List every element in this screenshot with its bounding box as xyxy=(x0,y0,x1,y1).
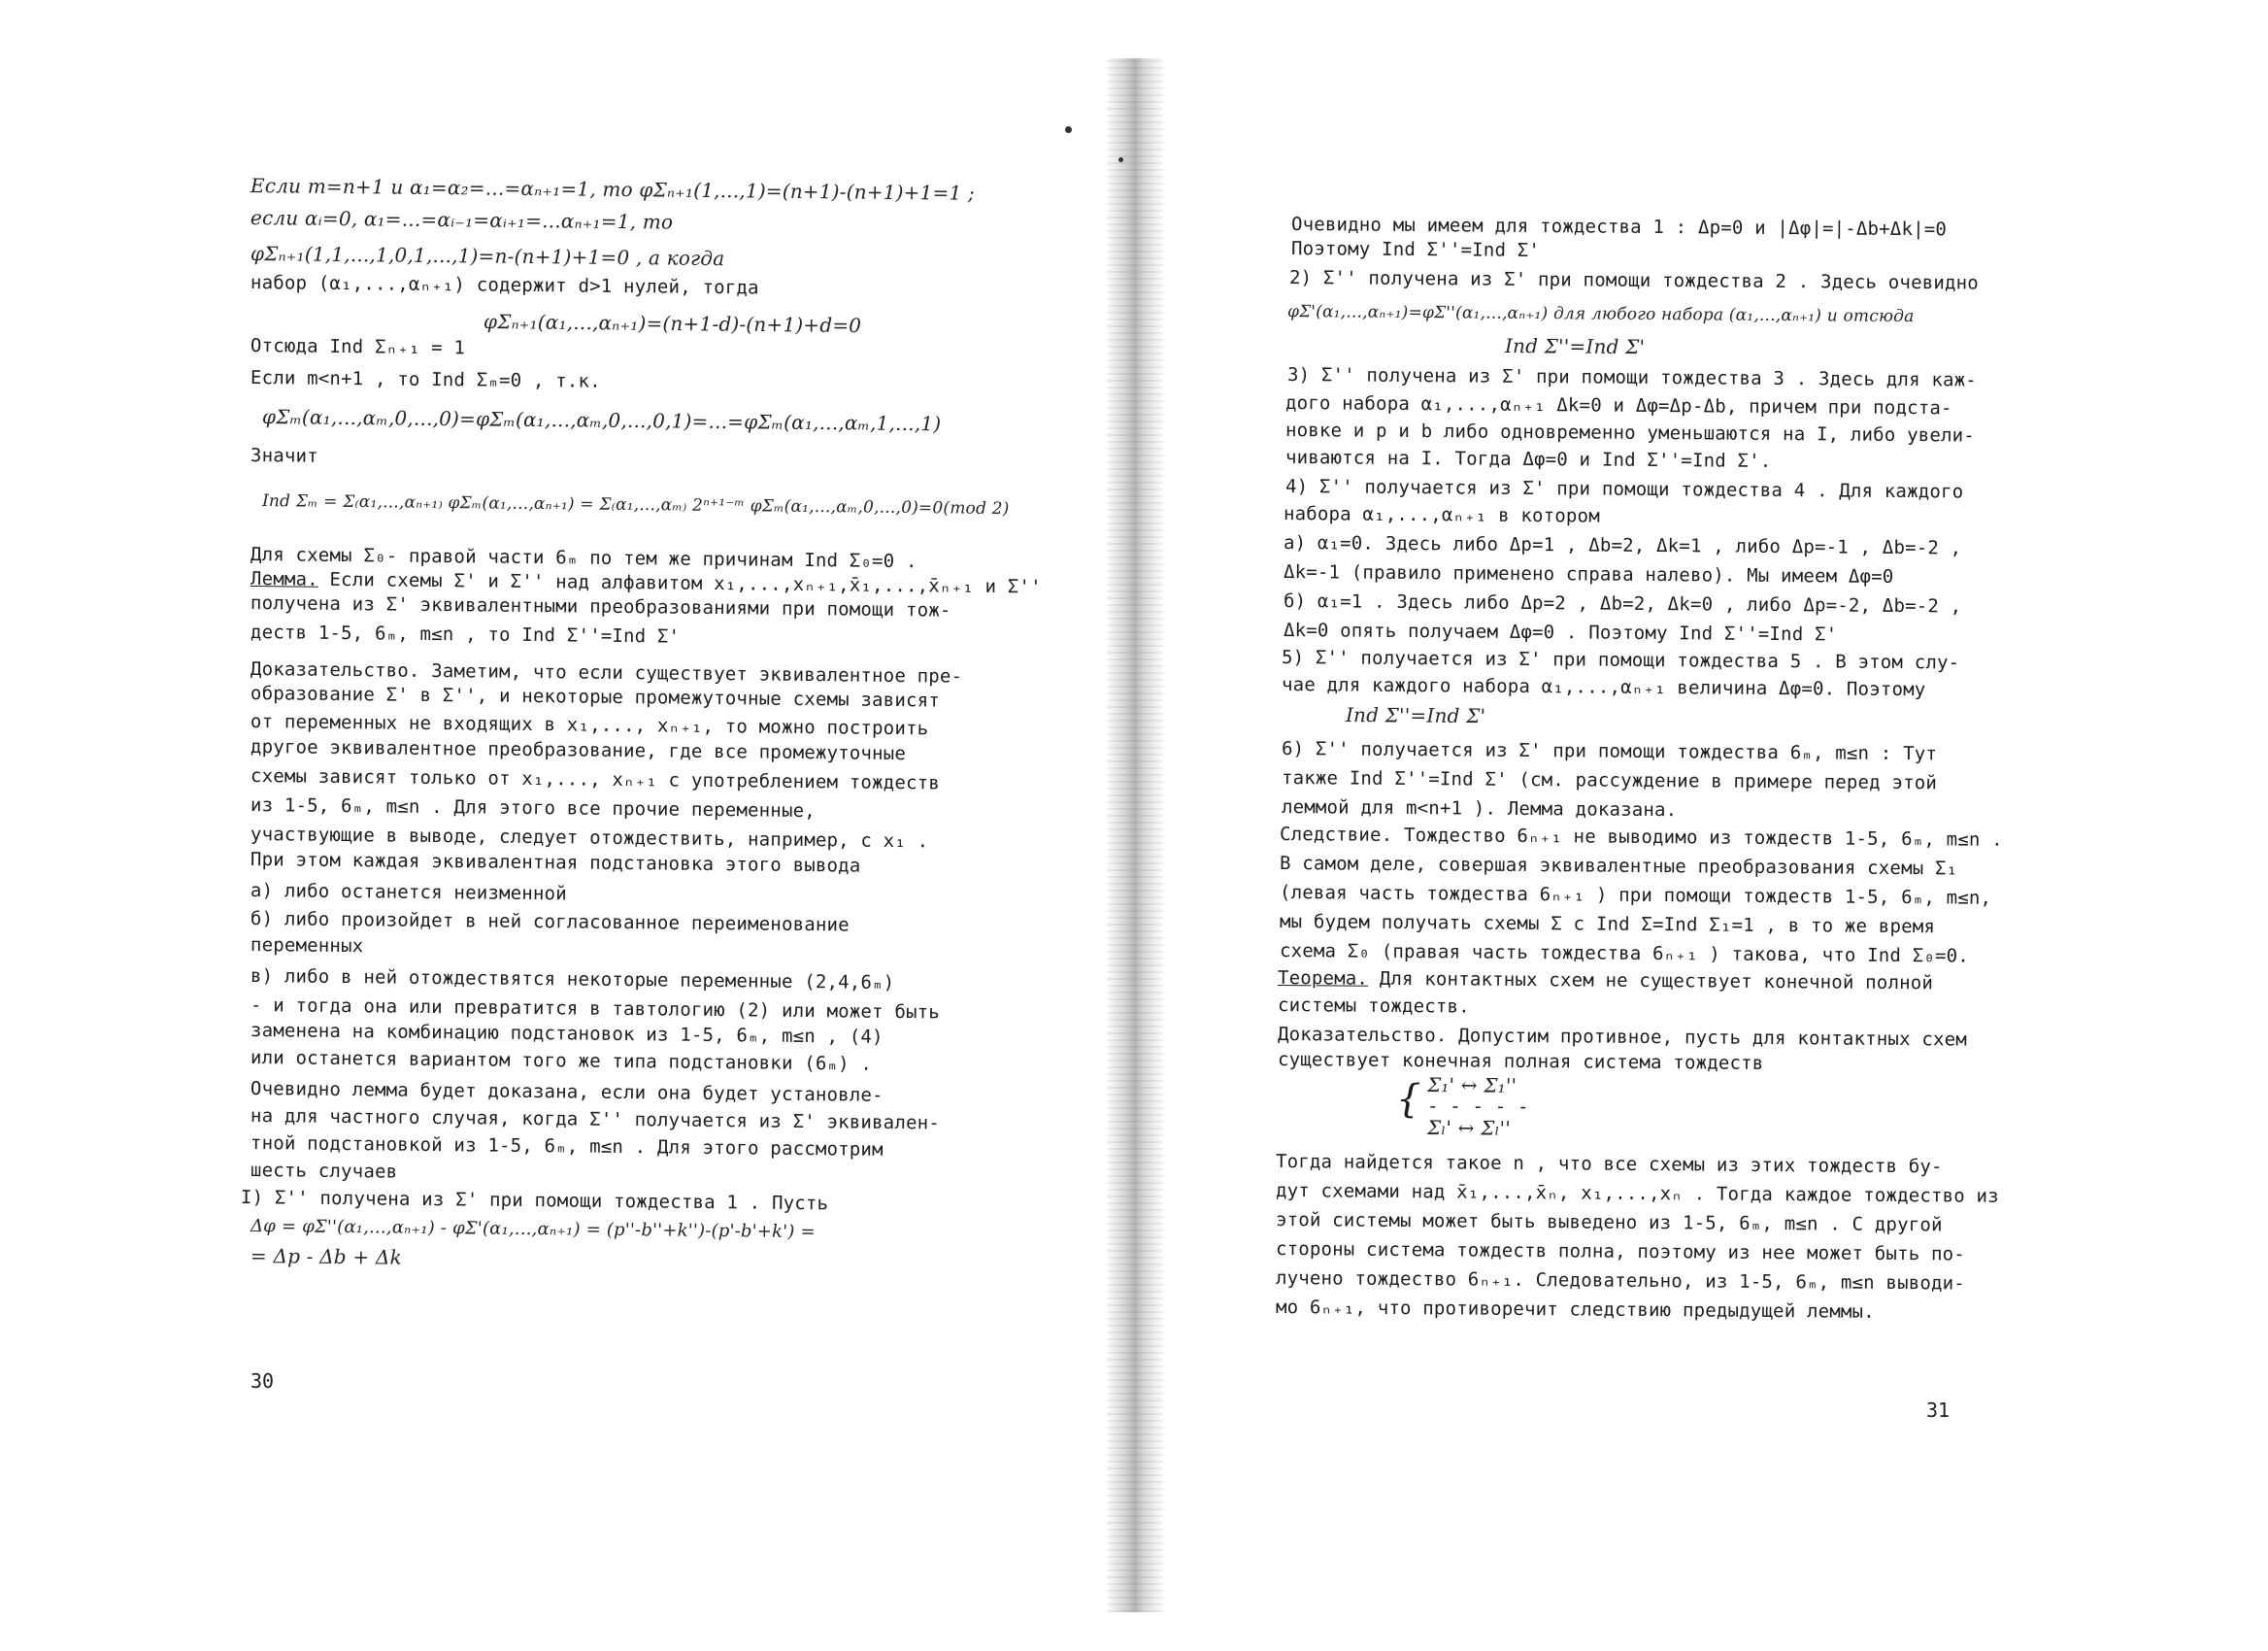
heading-underlined: Лемма. xyxy=(250,568,318,590)
formula-line: φΣ'(α₁,...,αₙ₊₁)=φΣ''(α₁,...,αₙ₊₁) для любого набора (α₁,...,αₙ₊₁) и отсюда xyxy=(1286,302,1915,327)
text-line: деств 1-5, 6ₘ, m≤n , то Ind Σ''=Ind Σ' xyxy=(250,622,681,648)
text-line: леммой для m<n+1 ). Лемма доказана. xyxy=(1281,796,1678,822)
book-gutter xyxy=(1107,58,1163,1612)
text-line: дого набора α₁,...,αₙ₊₁ Δk=0 и Δφ=Δp-Δb, причем при подста- xyxy=(1284,392,1952,420)
lemma-line: Лемма. Если схемы Σ' и Σ'' над алфавитом x₁,...,xₙ₊₁,x̄₁,...,x̄ₙ₊₁ и Σ'' xyxy=(250,568,1042,598)
text-line: б) либо произойдет в ней согласованное переименование xyxy=(250,908,850,936)
text-line: в) либо в ней отождествятся некоторые переменные (2,4,6ₘ) xyxy=(250,965,895,994)
text-line: I) Σ'' получена из Σ' при помощи тождества 1 . Пусть xyxy=(240,1187,829,1215)
text-line: Отсюда Ind Σₙ₊₁ = 1 xyxy=(250,335,466,359)
text-line: Δk=0 опять получаем Δφ=0 . Поэтому Ind Σ''=Ind Σ' xyxy=(1283,620,1838,646)
text-line: существует конечная полная система тождеств xyxy=(1277,1049,1764,1074)
proof-heading-line: Доказательство. Допустим противное, пусть для контактных схем xyxy=(1277,1024,1968,1051)
text-line: При этом каждая эквивалентная подстановка этого вывода xyxy=(250,849,861,877)
text-line: Поэтому Ind Σ''=Ind Σ' xyxy=(1290,238,1541,262)
page-number-right: 31 xyxy=(1926,1398,1951,1422)
text-line: Δk=-1 (правило применено справа налево). Мы имеем Δφ=0 xyxy=(1283,561,1894,588)
identity-ellipsis: - - - - - xyxy=(1426,1095,1529,1118)
text-line: Тогда найдется такое n , что все схемы из этих тождеств бу- xyxy=(1275,1151,1943,1178)
text-line: φΣₙ₊₁(1,1,...,1,0,1,...,1)=n-(n+1)+1=0 , а когда xyxy=(250,242,725,271)
text-line: переменных xyxy=(250,934,364,958)
text-line: получена из Σ' эквивалентными преобразованиями при помощи тож- xyxy=(250,592,951,622)
formula-line: = Δp - Δb + Δk xyxy=(250,1244,403,1269)
text-line: мы будем получать схемы Σ с Ind Σ=Ind Σ₁=1 , в то же время xyxy=(1279,911,1936,938)
formula-line: Ind Σ''=Ind Σ' xyxy=(1345,703,1486,728)
identity-line: Σₗ' ↔ Σₗ'' xyxy=(1426,1116,1512,1140)
text-line: Очевидно мы имеем для тождества 1 : Δp=0 и |Δφ|=|-Δb+Δk|=0 xyxy=(1290,214,1948,241)
text-line: стороны система тождеств полна, поэтому из нее может быть по- xyxy=(1275,1238,1966,1265)
text-line: от переменных не входящих в x₁,..., xₙ₊₁, то можно построить xyxy=(250,711,929,740)
text-line: 3) Σ'' получена из Σ' при помощи тождества 3 . Здесь для каж- xyxy=(1286,364,1978,391)
text-line: другое эквивалентное преобразование, где все промежуточные xyxy=(250,736,907,765)
text-line: новке и p и b либо одновременно уменьшаются на I, либо увели- xyxy=(1284,420,1976,447)
formula-line: Δφ = φΣ''(α₁,...,αₙ₊₁) - φΣ'(α₁,...,αₙ₊₁) = (p''-b''+k'')-(p'-b'+k') = xyxy=(250,1216,816,1243)
text-line: набора α₁,...,αₙ₊₁ в котором xyxy=(1283,503,1600,527)
text-line: шесть случаев xyxy=(250,1160,398,1183)
text-line: схемы зависят только от x₁,..., xₙ₊₁ с употреблением тождеств xyxy=(250,765,941,794)
text-line: 5) Σ'' получается из Σ' при помощи тождества 5 . В этом слу- xyxy=(1281,647,1960,674)
text-line: заменена на комбинацию подстановок из 1-5, 6ₘ, m≤n , (4) xyxy=(250,1020,884,1048)
page-number-left: 30 xyxy=(250,1369,275,1393)
formula-line: φΣₘ(α₁,...,αₘ,0,...,0)=φΣₘ(α₁,...,αₘ,0,...,0,1)=...=φΣₘ(α₁,...,αₘ,1,...,1) xyxy=(261,405,942,436)
ink-spot xyxy=(1118,157,1123,162)
text-line: схема Σ₀ (правая часть тождества 6ₙ₊₁ ) такова, что Ind Σ₀=0. xyxy=(1279,940,1970,967)
text-line: Для схемы Σ₀- правой части 6ₘ по тем же причинам Ind Σ₀=0 . xyxy=(250,544,917,573)
text-line: тной подстановкой из 1-5, 6ₘ, m≤n . Для этого рассмотрим xyxy=(250,1132,884,1161)
corollary-line: Следствие. Тождество 6ₙ₊₁ не выводимо из тождеств 1-5, 6ₘ, m≤n . xyxy=(1279,824,2003,851)
theorem-line: Теорема. Для контактных схем не существует конечной полной xyxy=(1277,967,1934,994)
text-line: (левая часть тождества 6ₙ₊₁ ) при помощи тождеств 1-5, 6ₘ, m≤n, xyxy=(1279,882,1992,909)
heading-underlined: Теорема. xyxy=(1277,967,1369,990)
text-line: Очевидно лемма будет доказана, если она будет установле- xyxy=(250,1078,884,1106)
text-line: 6) Σ'' получается из Σ' при помощи тождества 6ₘ, m≤n : Тут xyxy=(1281,738,1938,765)
text-line: этой системы может быть выведено из 1-5, 6ₘ, m≤n . С другой xyxy=(1275,1209,1943,1236)
text-line: мо 6ₙ₊₁, что противоречит следствию предыдущей леммы. xyxy=(1275,1297,1875,1323)
text-line: 4) Σ'' получается из Σ' при помощи тождества 4 . Для каждого xyxy=(1284,476,1964,503)
text-line: или останется вариантом того же типа подстановки (6ₘ) . xyxy=(250,1047,873,1075)
proof-heading-line: Доказательство. Заметим, что если существует эквивалентное пре- xyxy=(250,658,963,688)
text-line: также Ind Σ''=Ind Σ' (см. рассуждение в примере перед этой xyxy=(1281,767,1938,794)
text-line: чае для каждого набора α₁,...,αₙ₊₁ величина Δφ=0. Поэтому xyxy=(1281,674,1926,701)
text-line: б) α₁=1 . Здесь либо Δp=2 , Δb=2, Δk=0 , либо Δp=-2, Δb=-2 , xyxy=(1283,590,1962,618)
ink-spot xyxy=(1065,126,1072,133)
text-line: дут схемами над x̄₁,...,x̄ₙ, x₁,...,xₙ . Тогда каждое тождество из xyxy=(1275,1180,1999,1207)
brace: { xyxy=(1396,1077,1421,1122)
text-line: если αᵢ=0, α₁=...=αᵢ₋₁=αᵢ₊₁=...αₙ₊₁=1, то xyxy=(250,206,674,234)
formula-line: Ind Σ''=Ind Σ' xyxy=(1504,334,1646,359)
text-line: набор (α₁,...,αₙ₊₁) содержит d>1 нулей, тогда xyxy=(250,272,759,299)
text-line: системы тождеств. xyxy=(1277,994,1470,1018)
formula-line: Ind Σₘ = Σ₍α₁,...,αₙ₊₁₎ φΣₘ(α₁,...,αₙ₊₁) = Σ₍α₁,...,αₘ₎ 2ⁿ⁺¹⁻ᵐ φΣₘ(α₁,...,αₘ,0,...,0)=0(mod 2) xyxy=(261,491,1010,520)
text-line: Если m<n+1 , то Ind Σₘ=0 , т.к. xyxy=(250,367,601,392)
text-line: чиваются на I. Тогда Δφ=0 и Ind Σ''=Ind Σ'. xyxy=(1284,447,1772,472)
text-line: Значит xyxy=(250,445,318,467)
text-line: В самом деле, совершая эквивалентные преобразования схемы Σ₁ xyxy=(1279,853,1958,880)
text-line: образование Σ' в Σ'', и некоторые промежуточные схемы зависят xyxy=(250,683,941,712)
text-line: из 1-5, 6ₘ, m≤n . Для этого все прочие переменные, xyxy=(250,794,817,823)
text-line: лучено тождество 6ₙ₊₁. Следовательно, из 1-5, 6ₘ, m≤n выводи- xyxy=(1275,1267,1966,1295)
text-line: на для частного случая, когда Σ'' получается из Σ' эквивален- xyxy=(250,1105,941,1134)
text-line: а) α₁=0. Здесь либо Δp=1 , Δb=2, Δk=1 , либо Δp=-1 , Δb=-2 , xyxy=(1283,532,1962,559)
identity-line: Σ₁' ↔ Σ₁'' xyxy=(1426,1073,1518,1097)
text-line: участвующие в выводе, следует отождествить, например, с x₁ . xyxy=(250,824,929,853)
text-line: 2) Σ'' получена из Σ' при помощи тождества 2 . Здесь очевидно xyxy=(1288,267,1980,294)
formula-line: φΣₙ₊₁(α₁,...,αₙ₊₁)=(n+1-d)-(n+1)+d=0 xyxy=(483,310,862,338)
text-line: - и тогда она или превратится в тавтологию (2) или может быть xyxy=(250,994,941,1024)
text-line: Если m=n+1 и α₁=α₂=...=αₙ₊₁=1, то φΣₙ₊₁(1,...,1)=(n+1)-(n+1)+1=1 ; xyxy=(250,174,976,205)
text-line: а) либо останется неизменной xyxy=(250,880,568,905)
